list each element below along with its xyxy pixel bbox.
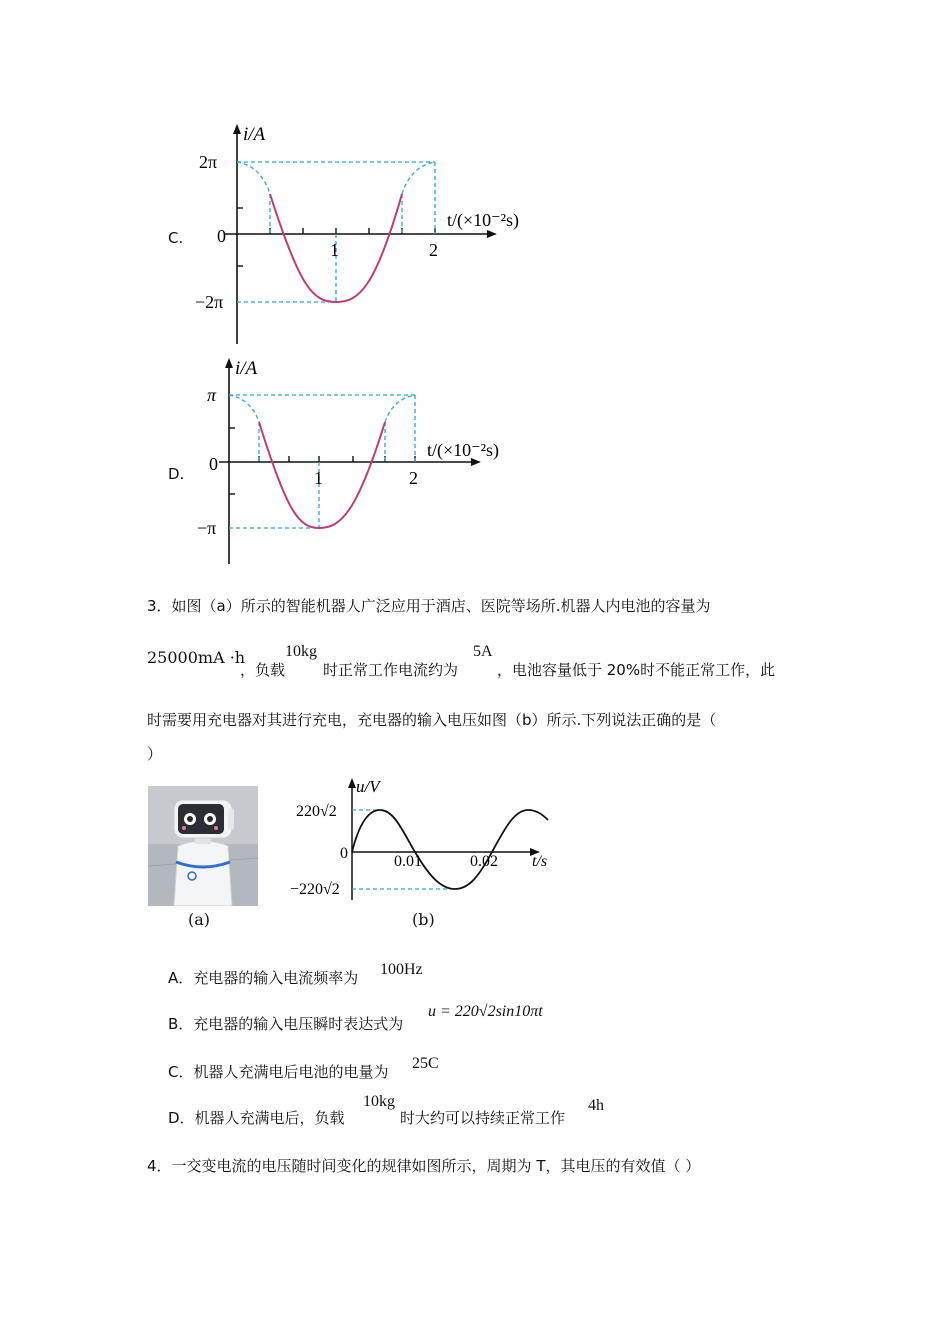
origin-label: 0 [209,454,218,474]
q3-text-a: ，负载 [240,661,286,679]
option-a-value: 100Hz [380,961,423,978]
y-axis-label: i/A [235,358,258,379]
x-tick-2: 2 [409,468,418,488]
option-c-text: C．机器人充满电后电池的电量为 [168,1063,389,1081]
option-c-value: 25C [412,1055,439,1072]
q3-text-b: 时正常工作电流约为 [323,661,459,679]
x-axis-arrow [487,230,497,238]
option-d-load: 10kg [363,1093,395,1110]
y-bottom-label: −π [197,518,217,538]
option-b-text: B．充电器的输入电压瞬时表达式为 [168,1015,404,1033]
origin-label: 0 [340,845,348,862]
x-tick-2: 0.02 [470,853,498,870]
y-bottom-label: −2π [195,292,224,312]
q3-line3: 时需要用充电器对其进行充电，充电器的输入电压如图（b）所示.下列说法正确的是（ [147,711,717,729]
robot-photo [148,786,258,906]
origin-label: 0 [217,226,226,246]
y-axis-arrow [233,124,241,134]
y-top-label: π [207,385,217,405]
voltage-graph [282,774,562,904]
y-top-label: 220√2 [296,803,337,820]
option-a-text: A．充电器的输入电流频率为 [168,969,359,987]
y-axis-label: u/V [356,777,380,796]
voltage-curve [352,810,548,889]
robot-illustration [148,786,258,906]
q3-line4: ） [147,745,163,763]
capacity-value: 25000mA ·h [147,648,246,667]
x-axis-label: t/(×10⁻²s) [447,210,520,230]
q3-text-c: ，电池容量低于 20%时不能正常工作，此 [497,661,776,679]
option-d-label[interactable]: D. [168,465,185,483]
y-bottom-label: −220√2 [290,881,340,898]
caption-b: (b) [412,910,435,929]
option-d-text-2: 时大约可以持续正常工作 [400,1109,566,1127]
x-tick-1: 0.01 [394,853,422,870]
caption-a: (a) [188,910,211,929]
y-axis-arrow [225,358,233,368]
x-tick-1: 1 [314,468,323,488]
current-value: 5A [473,643,493,660]
graph-option-c [195,118,555,348]
option-c-label[interactable]: C. [168,229,184,247]
option-d-text-1: D．机器人充满电后，负载 [168,1109,345,1127]
x-axis-label: t/s [532,853,548,870]
load-value: 10kg [285,643,317,660]
graph-option-d [195,352,555,568]
q3-line1: 3．如图（a）所示的智能机器人广泛应用于酒店、医院等场所.机器人内电池的容量为 [147,597,711,615]
y-top-label: 2π [199,152,218,172]
option-b-value: u = 220√2sin10πt [428,1003,543,1020]
x-tick-1: 1 [330,240,339,260]
q4-text: 4．一交变电流的电压随时间变化的规律如图所示，周期为 T，其电压的有效值（ ） [147,1157,701,1175]
y-axis-label: i/A [243,124,266,145]
x-tick-2: 2 [429,240,438,260]
y-axis-arrow [348,778,356,788]
x-axis-label: t/(×10⁻²s) [427,440,500,460]
option-d-value: 4h [588,1097,604,1114]
